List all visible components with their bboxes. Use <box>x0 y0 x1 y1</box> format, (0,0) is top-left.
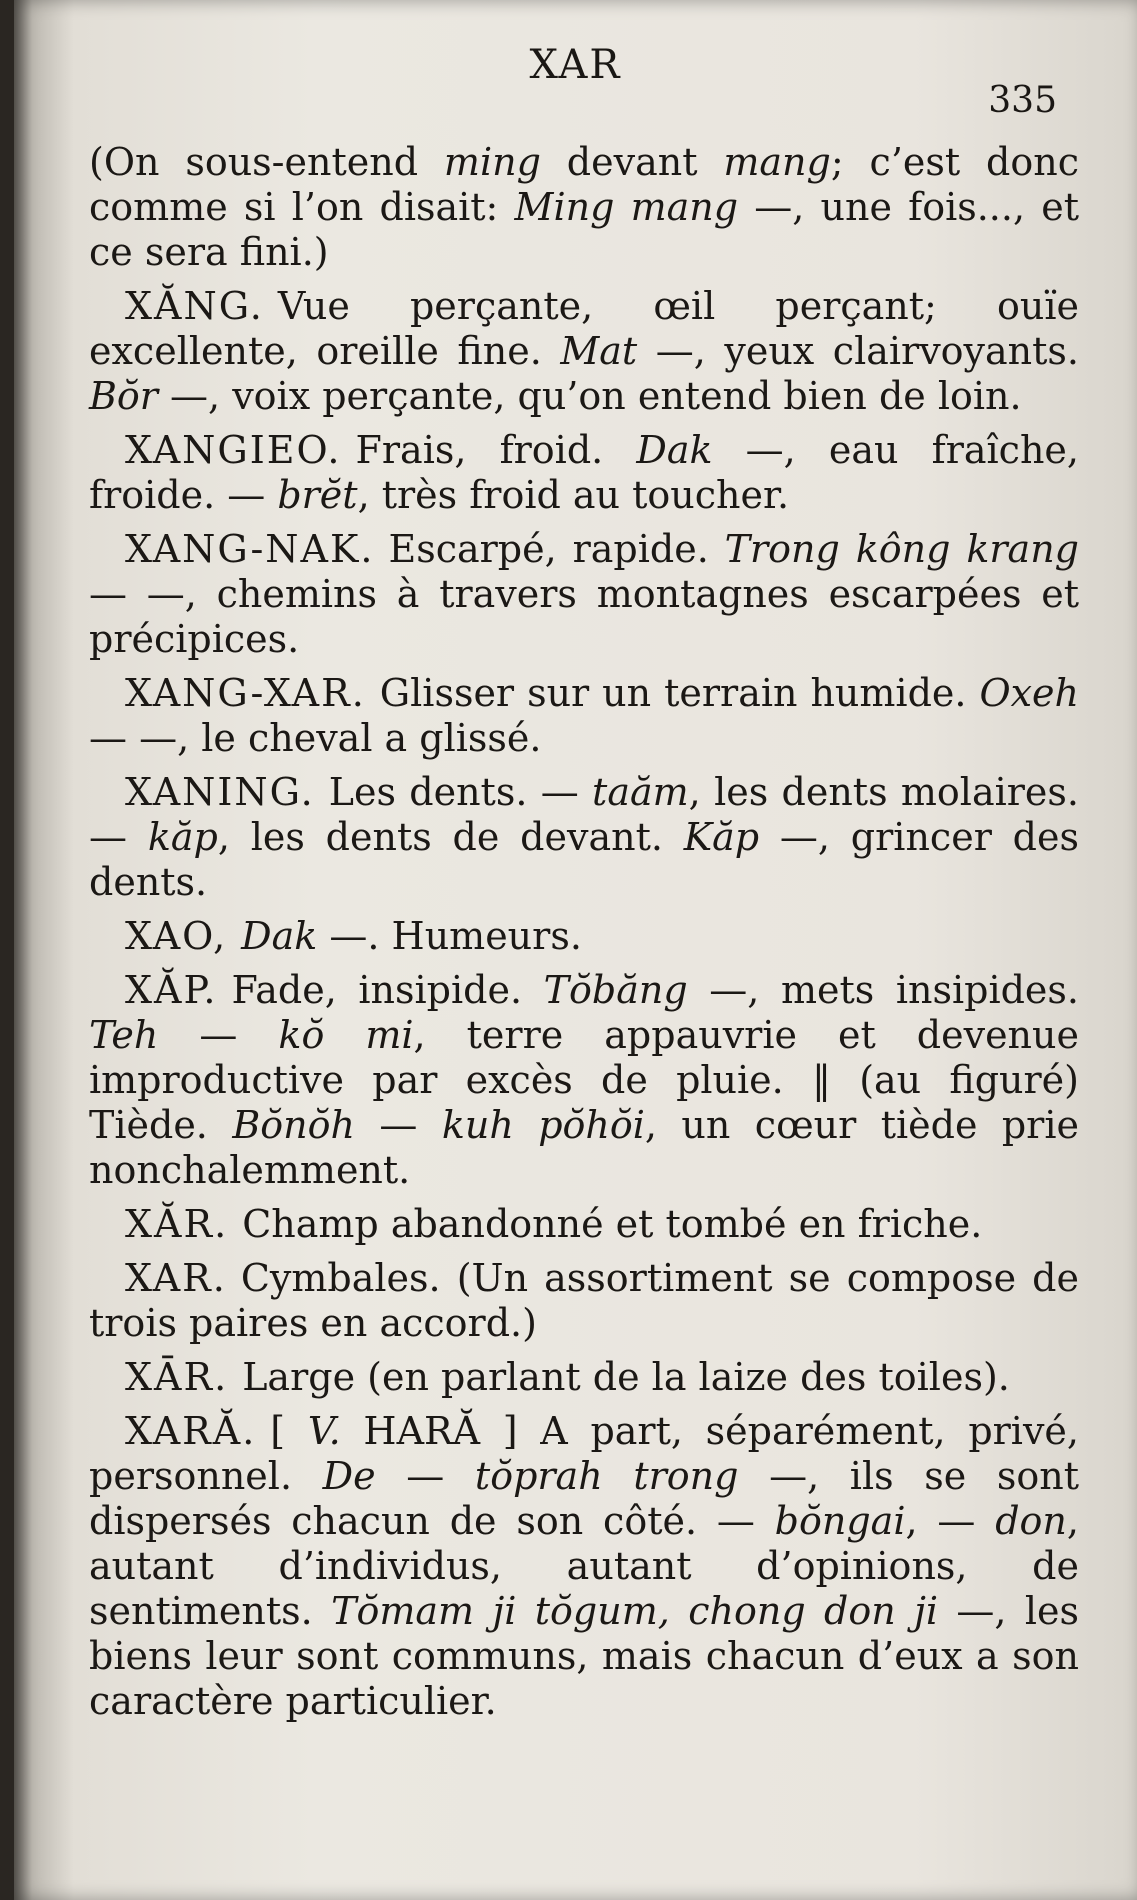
dictionary-entry <box>89 428 1079 518</box>
dictionary-entry <box>89 914 1079 959</box>
entry-text: — <box>375 1454 475 1498</box>
entry-text: —. Humeurs. <box>317 914 582 958</box>
entry-text: —, voix perçante, qu’on entend bien de loin. <box>157 374 1022 418</box>
entry-text: —, une fois..., et ce sera fini.) <box>89 185 1079 274</box>
entry-example-italic: don <box>995 1499 1067 1543</box>
entry-headword: XĂP. <box>125 968 218 1012</box>
dictionary-entry <box>89 527 1079 662</box>
entry-headword: XĂR. <box>125 1202 229 1246</box>
entry-example-italic: Bŏr <box>89 374 158 418</box>
entry-example-italic: De <box>322 1454 376 1498</box>
entry-text: Frais, froid. <box>355 428 637 472</box>
entry-headword: XANING. <box>125 770 315 814</box>
entry-headword: XAO, <box>125 914 228 958</box>
entry-text: Large (en parlant de la laize des toiles). <box>242 1355 1010 1399</box>
page-number: 335 <box>988 80 1057 121</box>
dictionary-entry <box>89 284 1079 419</box>
entry-text: — —, chemins à travers montagnes escarpées et précipices. <box>89 572 1079 661</box>
entry-headword: XĂNG. <box>125 284 264 328</box>
entry-headword: XANGIEO. <box>125 428 342 472</box>
entry-text: — —, le cheval a glissé. <box>89 716 542 760</box>
dictionary-entry <box>89 1355 1079 1400</box>
entry-text: , un cœur tiède prie nonchalemment. <box>89 1103 1079 1192</box>
entry-text: —, ils se sont dispersés chacun de son côté. — <box>89 1454 1079 1543</box>
entry-headword: XAR. <box>125 1256 227 1300</box>
running-head: XAR <box>529 42 622 88</box>
book-page <box>14 0 1137 1900</box>
entry-text: , — <box>905 1499 996 1543</box>
entry-example-italic: brĕt <box>277 473 358 517</box>
entry-example-italic: Bŏnŏh <box>232 1103 355 1147</box>
entry-example-italic: ming <box>443 140 541 184</box>
entry-text: —, les biens leur sont communs, mais chacun d’eux a son caractère particulier. <box>89 1589 1079 1723</box>
dictionary-entry <box>89 770 1079 905</box>
entry-text: (On sous-entend <box>89 140 444 184</box>
entry-headword: XARĂ. <box>125 1409 257 1453</box>
entry-example-italic: taăm <box>592 770 689 814</box>
entry-example-italic: Dak <box>636 428 713 472</box>
entry-text: —, eau fraîche, froide. — <box>89 428 1079 517</box>
dictionary-entry <box>89 1202 1079 1247</box>
entry-example-italic: V. <box>307 1409 341 1453</box>
entry-example-italic: kăp <box>147 815 218 859</box>
entry-example-italic: Ming mang <box>514 185 739 229</box>
entry-text: —, grincer des dents. <box>89 815 1079 904</box>
entry-example-italic: Oxeh <box>979 671 1079 715</box>
entry-example-italic: Tŏmam ji tŏgum, chong don ji <box>331 1589 939 1633</box>
entry-text: Champ abandonné et tombé en friche. <box>242 1202 983 1246</box>
dictionary-entry <box>89 968 1079 1193</box>
entry-example-italic: Kăp <box>683 815 760 859</box>
entry-example-italic: Dak <box>241 914 318 958</box>
dictionary-entry <box>89 1256 1079 1346</box>
entry-example-italic: tŏprah trong <box>474 1454 739 1498</box>
entry-headword: XANG-XAR. <box>125 671 366 715</box>
entry-text: , autant d’individus, autant d’opinions, de sentiments. <box>89 1499 1079 1633</box>
entry-text: , les dents molaires. — <box>89 770 1079 859</box>
dictionary-entry <box>89 140 1079 275</box>
entry-text: Glisser sur un terrain humide. <box>379 671 980 715</box>
entry-text: — <box>354 1103 442 1147</box>
entry-text: devant <box>540 140 724 184</box>
entry-text: Les dents. — <box>328 770 593 814</box>
entry-example-italic: kuh pŏhŏi <box>441 1103 645 1147</box>
entry-text: Escarpé, rapide. <box>388 527 725 571</box>
entry-text: , très froid au toucher. <box>357 473 790 517</box>
entry-example-italic: Mat <box>560 329 638 373</box>
entry-headword: XANG-NAK. <box>125 527 375 571</box>
entry-text: HARĂ ] A part, séparément, privé, personnel. <box>89 1409 1080 1498</box>
entry-example-italic: Tŏbăng <box>543 968 688 1012</box>
entry-text: —, yeux clairvoyants. <box>637 329 1079 373</box>
dictionary-entry <box>89 671 1079 761</box>
entry-example-italic: bŏngai <box>774 1499 906 1543</box>
entry-text: ; c’est donc comme si l’on disait: <box>89 140 1079 229</box>
entry-text: Fade, insipide. <box>231 968 544 1012</box>
entry-text: [ <box>270 1409 308 1453</box>
entry-text: — <box>158 1013 279 1057</box>
entry-text: Vue perçante, œil perçant; ouïe excellente, oreille fine. <box>89 284 1079 373</box>
entry-example-italic: Teh <box>89 1013 159 1057</box>
dictionary-entries <box>89 140 1079 1733</box>
dictionary-entry <box>89 1409 1079 1724</box>
entry-example-italic: Trong kông krang <box>724 527 1079 571</box>
entry-text: , terre appauvrie et devenue improductive par excès de pluie. ‖ (au figuré) Tiède. <box>89 1013 1079 1147</box>
entry-example-italic: mang <box>723 140 831 184</box>
entry-headword: XĀR. <box>125 1355 229 1399</box>
entry-text: Cymbales. (Un assortiment se compose de trois paires en accord.) <box>89 1256 1079 1345</box>
entry-example-italic: kŏ mi <box>278 1013 414 1057</box>
entry-text: —, mets insipides. <box>687 968 1080 1012</box>
entry-text: , les dents de devant. <box>217 815 684 859</box>
